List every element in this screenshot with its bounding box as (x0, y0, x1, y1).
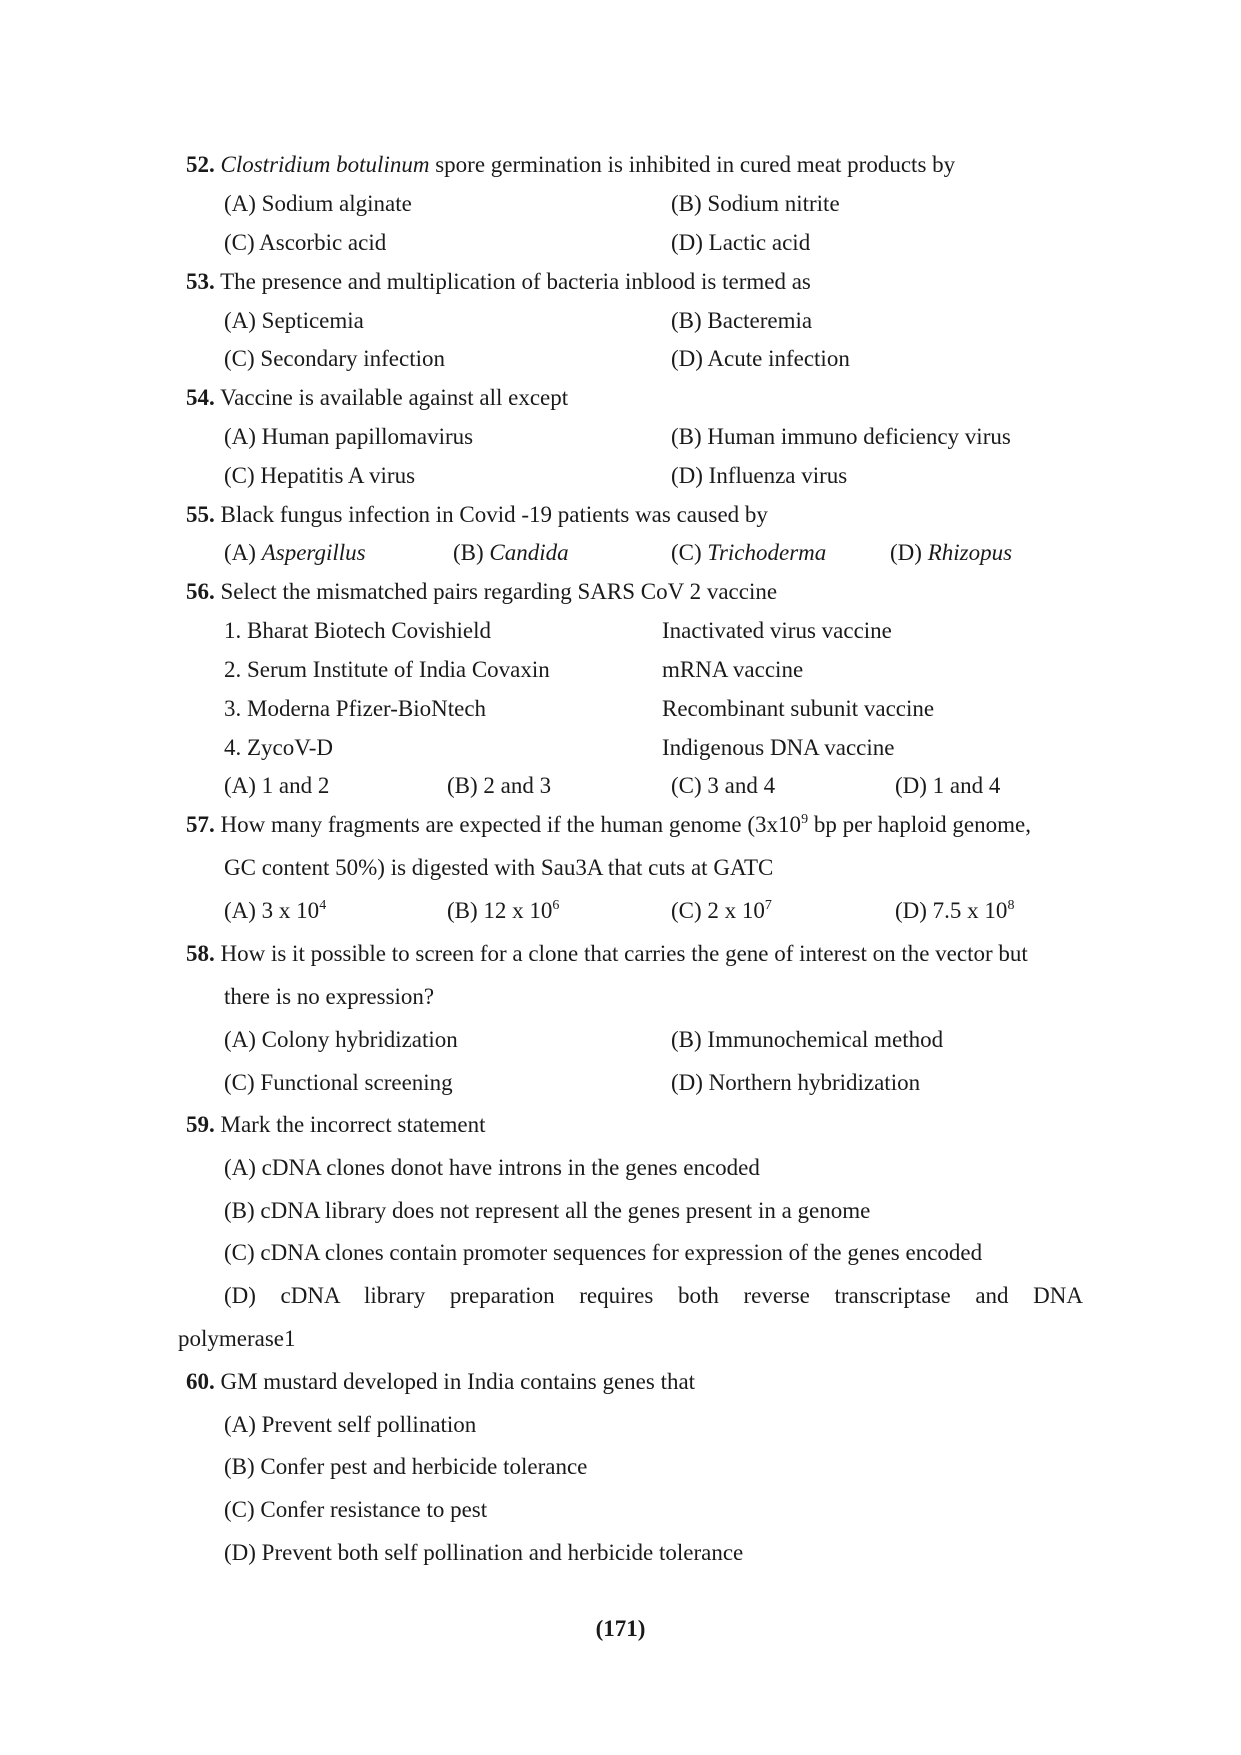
question-56-option-d: (D) 1 and 4 (895, 773, 1001, 798)
question-55-option-a-text: Aspergillus (261, 540, 366, 565)
question-57-option-d-exponent: 8 (1007, 898, 1015, 913)
question-54-option-b: (B) Human immuno deficiency virus (671, 424, 1011, 449)
question-57-option-d (895, 899, 1014, 922)
question-54-number: 54. (186, 385, 215, 410)
question-54-stem-text: Vaccine is available against all except (220, 385, 569, 410)
question-58-option-c: (C) Functional screening (224, 1070, 453, 1095)
question-52-number: 52. (186, 152, 215, 177)
question-60-option-c: (C) Confer resistance to pest (224, 1497, 488, 1522)
question-56-number: 56. (186, 579, 215, 604)
question-55-stem (186, 503, 768, 526)
question-57-stem-line-2: GC content 50%) is digested with Sau3A that cuts at GATC (224, 855, 774, 880)
question-55-option-c-text: Trichoderma (707, 540, 827, 565)
question-52-option-d: (D) Lactic acid (671, 230, 811, 255)
question-56-pair-3-right: Recombinant subunit vaccine (662, 696, 935, 721)
question-58-option-d: (D) Northern hybridization (671, 1070, 921, 1095)
question-57-stem-pre: How many fragments are expected if the human genome (3x10 (220, 812, 802, 837)
question-52-option-b: (B) Sodium nitrite (671, 191, 840, 216)
question-59-option-d: (D) cDNA library preparation requires both reverse transcriptase and DNA (224, 1283, 1083, 1308)
question-57-stem-post: bp per haploid genome, (808, 812, 1031, 837)
question-58-option-a: (A) Colony hybridization (224, 1027, 458, 1052)
question-60-number: 60. (186, 1369, 215, 1394)
question-55-option-d-text: Rhizopus (927, 540, 1013, 565)
question-54-option-a: (A) Human papillomavirus (224, 424, 474, 449)
question-58-stem-line-2: there is no expression? (224, 984, 435, 1009)
question-56-pair-1-left: 1. Bharat Biotech Covishield (224, 618, 492, 643)
question-56-option-c: (C) 3 and 4 (671, 773, 776, 798)
question-56-pair-4-left: 4. ZycoV-D (224, 735, 334, 760)
question-56-option-b: (B) 2 and 3 (447, 773, 552, 798)
question-57-option-a-text: (A) 3 x 10 (224, 898, 320, 923)
question-59-number: 59. (186, 1112, 215, 1137)
question-52-stem (186, 153, 955, 176)
question-52-option-a: (A) Sodium alginate (224, 191, 412, 216)
question-56-stem (186, 580, 777, 603)
question-60-option-b: (B) Confer pest and herbicide tolerance (224, 1454, 588, 1479)
question-53-option-c: (C) Secondary infection (224, 346, 445, 371)
question-55-option-d (890, 541, 1012, 564)
question-57-option-c (671, 899, 772, 922)
question-59-option-c: (C) cDNA clones contain promoter sequences for expression of the genes encoded (224, 1240, 983, 1265)
question-53-option-a: (A) Septicemia (224, 308, 364, 333)
question-58-number: 58. (186, 941, 215, 966)
question-55-option-b (453, 541, 569, 564)
question-57-option-b-text: (B) 12 x 10 (447, 898, 553, 923)
question-52-stem-italic: Clostridium botulinum (220, 152, 430, 177)
question-55-option-d-label: (D) (890, 540, 928, 565)
question-58-stem (186, 942, 1028, 965)
question-52-stem-text: spore germination is inhibited in cured meat products by (429, 152, 956, 177)
question-57-option-c-text: (C) 2 x 10 (671, 898, 765, 923)
question-55-stem-text: Black fungus infection in Covid -19 patients was caused by (220, 502, 768, 527)
question-55-option-a-label: (A) (224, 540, 262, 565)
page-number: (171) (595, 1616, 646, 1641)
question-56-pair-2-left: 2. Serum Institute of India Covaxin (224, 657, 550, 682)
question-57-option-b-exponent: 6 (552, 898, 560, 913)
question-56-pair-2-right: mRNA vaccine (662, 657, 804, 682)
question-59-stem (186, 1113, 486, 1136)
question-60-option-d: (D) Prevent both self pollination and herbicide tolerance (224, 1540, 744, 1565)
question-58-option-b: (B) Immunochemical method (671, 1027, 944, 1052)
question-59-option-a: (A) cDNA clones donot have introns in the genes encoded (224, 1155, 760, 1180)
question-55-option-a (224, 541, 366, 564)
question-55-option-c-label: (C) (671, 540, 708, 565)
question-56-stem-text: Select the mismatched pairs regarding SARS CoV 2 vaccine (220, 579, 778, 604)
question-53-option-d: (D) Acute infection (671, 346, 850, 371)
question-58-stem-text: How is it possible to screen for a clone that carries the gene of interest on the vector but (220, 941, 1028, 966)
question-55-option-b-text: Candida (489, 540, 569, 565)
question-57-option-c-exponent: 7 (764, 898, 772, 913)
question-57-option-a-exponent: 4 (319, 898, 327, 913)
question-55-number: 55. (186, 502, 215, 527)
question-57-number: 57. (186, 812, 215, 837)
question-56-pair-3-left: 3. Moderna Pfizer-BioNtech (224, 696, 487, 721)
question-59-stem-text: Mark the incorrect statement (220, 1112, 486, 1137)
question-53-stem-text: The presence and multiplication of bacteria inblood is termed as (220, 269, 811, 294)
question-53-number: 53. (186, 269, 215, 294)
question-60-stem (186, 1370, 695, 1393)
question-55-option-b-label: (B) (453, 540, 490, 565)
question-57-option-b (447, 899, 559, 922)
question-53-stem (186, 270, 811, 293)
question-56-option-a: (A) 1 and 2 (224, 773, 330, 798)
question-57-option-d-text: (D) 7.5 x 10 (895, 898, 1008, 923)
question-52-option-c: (C) Ascorbic acid (224, 230, 387, 255)
question-57-stem (186, 813, 1031, 836)
question-59-option-d-continuation: polymerase1 (178, 1326, 296, 1351)
question-54-option-d: (D) Influenza virus (671, 463, 848, 488)
question-60-option-a: (A) Prevent self pollination (224, 1412, 477, 1437)
question-56-pair-1-right: Inactivated virus vaccine (662, 618, 892, 643)
question-56-pair-4-right: Indigenous DNA vaccine (662, 735, 895, 760)
question-53-option-b: (B) Bacteremia (671, 308, 813, 333)
question-54-option-c: (C) Hepatitis A virus (224, 463, 416, 488)
question-60-stem-text: GM mustard developed in India contains genes that (220, 1369, 696, 1394)
question-57-stem-exponent: 9 (801, 812, 809, 827)
question-55-option-c (671, 541, 826, 564)
question-57-option-a (224, 899, 326, 922)
question-54-stem (186, 386, 568, 409)
question-59-option-b: (B) cDNA library does not represent all the genes present in a genome (224, 1198, 871, 1223)
